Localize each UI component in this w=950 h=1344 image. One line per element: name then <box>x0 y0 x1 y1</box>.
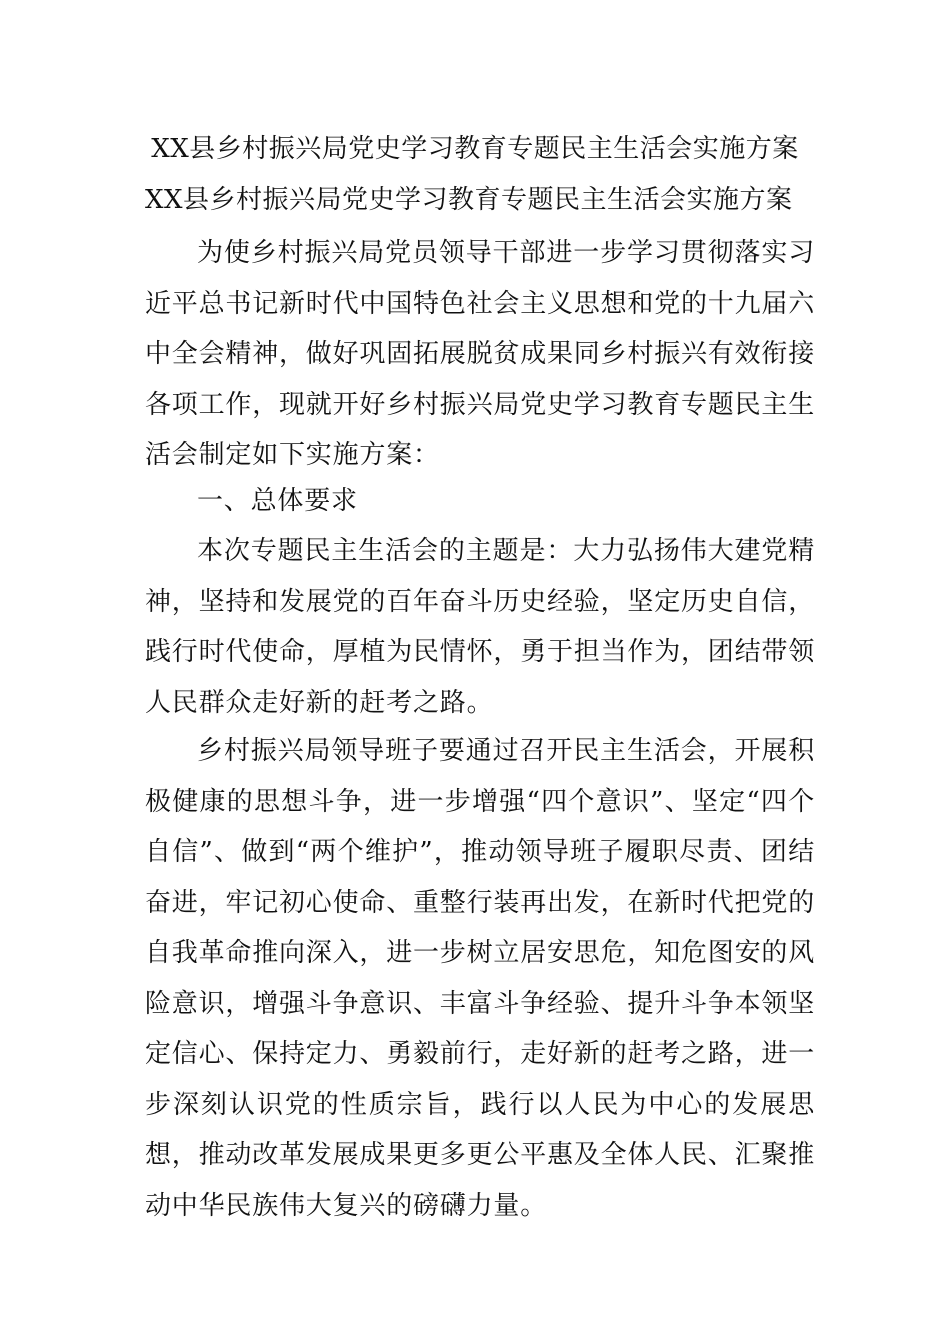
document-subtitle: XX县乡村振兴局党史学习教育专题民主生活会实施方案 <box>145 185 793 215</box>
document-title: XX县乡村振兴局党史学习教育专题民主生活会实施方案 <box>151 134 799 164</box>
goals-paragraph: 乡村振兴局领导班子要通过召开民主生活会，开展积极健康的思想斗争，进一步增强“四个意识”、坚定“四个自信”、做到“两个维护”，推动领导班子履职尽责、团结奋进，牢记初心使命、重整行装再出发，在新时代把党的自我革命推向深入，进一步树立居安思危，知危图安的风险意识，增强斗争意识、丰富斗争经验、提升斗争本领坚定信心、保持定力、勇毅前行，走好新的赶考之路，进一步深刻认识党的性质宗旨，践行以人民为中心的发展思想，推动改革发展成果更多更公平惠及全体人民、汇聚推动中华民族伟大复兴的磅礴力量。 <box>145 736 816 1221</box>
intro-paragraph: 为使乡村振兴局党员领导干部进一步学习贯彻落实习近平总书记新时代中国特色社会主义思想和党的十九届六中全会精神，做好巩固拓展脱贫成果同乡村振兴有效衔接各项工作，现就开好乡村振兴局党史学习教育专题民主生活会制定如下实施方案： <box>145 238 816 470</box>
section-heading: 一、总体要求 <box>197 486 358 516</box>
theme-paragraph: 本次专题民主生活会的主题是：大力弘扬伟大建党精神，坚持和发展党的百年奋斗历史经验，坚定历史自信，践行时代使命，厚植为民情怀，勇于担当作为，团结带领人民群众走好新的赶考之路。 <box>145 536 816 718</box>
